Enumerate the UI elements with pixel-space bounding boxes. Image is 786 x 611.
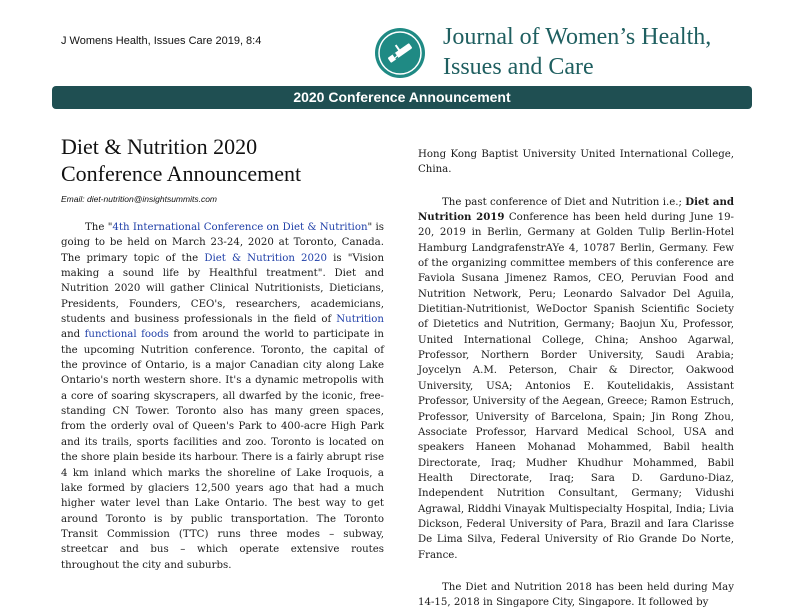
article-title — [61, 133, 391, 187]
journal-title — [443, 22, 773, 82]
article-title-line1: Diet & Nutrition 2020 — [61, 134, 258, 159]
functional-foods-link[interactable]: functional foods — [84, 329, 169, 341]
text-run: " is going to be held on March 23-24, 2020 at Toronto, Canada. The primary topic of the — [61, 222, 384, 264]
past-conference-paragraph — [418, 195, 734, 563]
article-title-line2: Conference Announcement — [61, 161, 302, 186]
right-column — [418, 147, 734, 611]
continued-text: Hong Kong Baptist University United International College, China. — [418, 149, 734, 176]
diet-nutrition-2020-link[interactable]: Diet & Nutrition 2020 — [204, 252, 327, 264]
intro-paragraph — [61, 220, 384, 573]
nutrition-link[interactable]: Nutrition — [336, 314, 384, 326]
text-run: and — [61, 329, 85, 341]
left-column — [61, 220, 384, 573]
past-conference-name: Diet and Nutrition 2019 — [418, 195, 734, 224]
paragraph-gap — [418, 178, 734, 195]
conference-2018-paragraph: The Diet and Nutrition 2018 has been held during May 14-15, 2018 in Singapore City, Singapore. It followed by — [418, 581, 734, 609]
journal-title-line1: Journal of Women’s Health, — [443, 24, 712, 50]
text-run: is "Vision making a sound life by Healthful treatment". Diet and Nutrition 2020 will gather Clinical Nutritionists, Dieticians, Presidents, Founders, CEO's, researchers, academicians, students and business professionals in the field of — [61, 252, 384, 326]
text-run: The " — [85, 222, 113, 233]
journal-citation: J Womens Health, Issues Care 2019, 8:4 — [61, 35, 262, 47]
journal-title-line2: Issues and Care — [443, 54, 594, 80]
journal-logo-icon — [374, 27, 426, 79]
conference-link[interactable]: 4th International Conference on Diet & Nutrition — [112, 222, 368, 233]
text-run: from around the world to participate in the upcoming Nutrition conference. Toronto, the capital of the province of Ontario, is a major Canadian city along Lake Ontario's north western shore. It's a dynamic metropolis with a core of soaring skyscrapers, all dwarfed by the iconic, free-standing CN Tower. Toronto also has many green spaces, from the orderly oval of Queen's Park to 400-acre High Park and its trails, sports facilities and zoo. Toronto is located on the shore plain beside its harbour. There is a fairly abrupt rise 4 km inland which marks the shoreline of Lake Iroquois, a lake formed by glaciers 12,500 years ago that had a much higher water level than Lake Ontario. The best way to get around Toronto is by public transportation. The Toronto Transit Commission (TTC) runs three modes – subway, streetcar and bus – which operate extensive routes throughout the city and suburbs. — [61, 329, 384, 571]
section-banner: 2020 Conference Announcement — [52, 86, 752, 109]
text-run: The past conference of Diet and Nutrition i.e.; — [442, 196, 686, 208]
paragraph-gap — [418, 563, 734, 580]
text-run: Conference has been held during June 19-20, 2019 in Berlin, Germany at Golden Tulip Berlin-Hotel Hamburg LandgrafenstrAYe 4, 10787 Berlin, Germany. Few of the organizing committee members of this conference are Faviola Susana Jimenez Ramos, CEO, Peruvian Food and Nutrition Network, Peru; Leonardo Salvador Del Aguila, Dietitian-Nutritionist, WeDoctor Spanish Scientific Society of Dietetics and Nutrition, Germany; Baojun Xu, Professor, United International College, China; Anshoo Agarwal, Professor, Northern Border University, Saudi Arabia; Joycelyn A.M. Peterson, Chair & Director, Oakwood University, USA; Antonios E. Koutelidakis, Assistant Professor, University of the Aegean, Greece; Ramon Estruch, Professor, University of Barcelona, Spain; Jin Rong Zhou, Associate Professor, Harvard Medical School, USA and speakers Haneen Mohanad Mohammed, Babil health Directorate, Iraq; Mudher Khudhur Mohammed, Babil Health Directorate, Iraq; Sara D. Garduno-Diaz, Independent Nutrition Consultant, Germany; Vidushi Agrawal, Riddhi Vinayak Multispecialty Hospital, India; Livia Dickson, Federal University of Para, Brazil and Iara Clarisse De Lima Silva, Federal University of Rio Grande Do Norte, France. — [418, 212, 734, 561]
contact-email: Email: diet-nutrition@insightsummits.com — [61, 194, 218, 204]
